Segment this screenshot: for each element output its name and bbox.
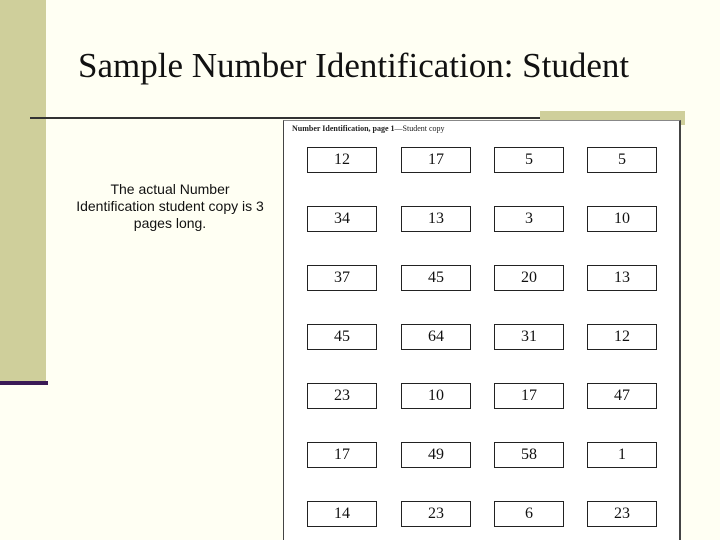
grid-row (307, 147, 659, 175)
grid-row (307, 383, 659, 411)
number-cell: 20 (494, 265, 564, 291)
grid-row (307, 442, 659, 470)
decorative-side-bar-edge (0, 381, 48, 385)
number-cell: 3 (494, 206, 564, 232)
slide-title: Sample Number Identification: Student (78, 46, 630, 85)
number-cell: 5 (494, 147, 564, 173)
grid-row (307, 324, 659, 352)
document-header-title: Number Identification, page 1 (292, 124, 395, 133)
number-cell: 49 (401, 442, 471, 468)
number-cell: 23 (401, 501, 471, 527)
number-cell: 13 (401, 206, 471, 232)
number-cell: 12 (587, 324, 657, 350)
grid-row (307, 265, 659, 293)
number-cell: 1 (587, 442, 657, 468)
number-cell: 5 (587, 147, 657, 173)
number-cell: 10 (401, 383, 471, 409)
document-header (292, 124, 445, 133)
number-cell: 12 (307, 147, 377, 173)
student-copy-document (283, 120, 681, 540)
document-header-subtitle: —Student copy (394, 124, 445, 133)
number-cell: 6 (494, 501, 564, 527)
number-cell: 64 (401, 324, 471, 350)
number-cell: 58 (494, 442, 564, 468)
number-cell: 17 (307, 442, 377, 468)
number-cell: 10 (587, 206, 657, 232)
number-cell: 17 (494, 383, 564, 409)
slide-caption: The actual Number Identification student copy is 3 pages long. (76, 181, 264, 231)
number-cell: 17 (401, 147, 471, 173)
number-cell: 45 (401, 265, 471, 291)
number-cell: 37 (307, 265, 377, 291)
number-cell: 34 (307, 206, 377, 232)
number-cell: 23 (587, 501, 657, 527)
number-cell: 13 (587, 265, 657, 291)
number-cell: 47 (587, 383, 657, 409)
decorative-side-bar (0, 0, 46, 381)
number-cell: 14 (307, 501, 377, 527)
number-cell: 31 (494, 324, 564, 350)
number-cell: 23 (307, 383, 377, 409)
grid-row (307, 206, 659, 234)
grid-row (307, 501, 659, 529)
number-cell: 45 (307, 324, 377, 350)
title-divider (30, 117, 540, 119)
